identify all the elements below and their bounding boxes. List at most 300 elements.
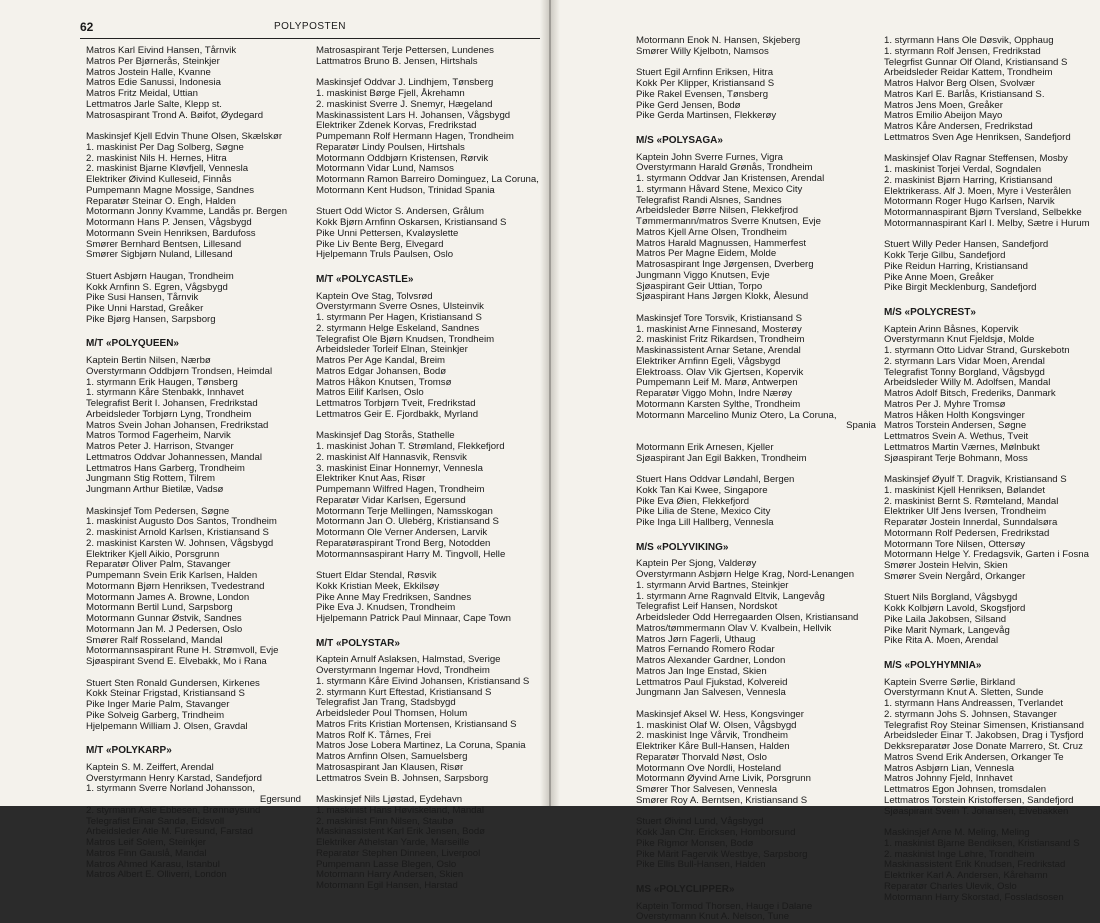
crew-entry: Matros Peter J. Harrison, Stvanger [86, 441, 234, 452]
crew-entry: Overstyrmann Knut A. Sletten, Sunde [884, 687, 1044, 699]
crew-entry-continuation: Egersund [259, 794, 301, 805]
crew-entry: Arbeidsleder Atle M. Furesund, Farstad [86, 826, 253, 838]
crew-entry: Maskinsjef Aksel W. Hess, Kongsvinger [636, 708, 804, 720]
crew-entry: Maskinassistent Erik Knudsen, Fredrikstad [884, 859, 1066, 871]
section-gap [316, 261, 541, 272]
crew-entry: 2. maskinist Sverre J. Snemyr, Hægeland [316, 98, 493, 110]
section-gap [86, 326, 301, 337]
crew-entry: Motormann Hans P. Jensen, Vågsbygd [86, 217, 252, 228]
crew-entry: Pumpemann Leif M. Marø, Antwerpen [636, 377, 798, 389]
crew-entry: Matros Torstein Andersen, Søgne [884, 420, 1027, 432]
crew-entry: Motormann Svein Henriksen, Bardufoss [86, 227, 256, 239]
crew-entry: Matros Emilio Abeijon Mayo [884, 110, 1003, 122]
crew-entry: Stuert Odd Wictor S. Andersen, Grålum [316, 206, 484, 218]
crew-entry: Matros Leif Solem, Steinkjer [86, 837, 206, 848]
crew-entry: Maskinsjef Kjell Edvin Thune Olsen, Skælskør [86, 131, 283, 142]
crew-entry: Elektriker Øivind Kulleseid, Finnås [86, 174, 232, 185]
crew-entry: Kaptein Per Sjong, Valderøy [636, 558, 757, 570]
crew-entry: 2. maskinist Bernt S. Rømteland, Mandal [884, 495, 1059, 507]
crew-entry: Pike Märit Fagervik Westbye, Sarpsborg [636, 848, 808, 860]
crew-entry: Matros Kåre Andersen, Fredrikstad [884, 121, 1033, 132]
crew-entry: Reparatøraspirant Trond Berg, Notodden [316, 537, 491, 549]
crew-entry: Kaptein S. M. Zeiffert, Arendal [86, 761, 214, 773]
crew-entry: Smører Thor Salvesen, Vennesla [636, 784, 778, 795]
crew-entry: Matros Håkon Knutsen, Tromsø [316, 376, 452, 388]
ship-heading: M/T «POLYSTAR» [316, 637, 400, 649]
crew-entry: Maskinassistent Arnar Setane, Arendal [636, 345, 801, 356]
crew-entry: Motormann Karsten Sylthe, Trondheim [636, 398, 801, 410]
crew-entry: Lettmatros Jarle Salte, Klepp st. [86, 98, 222, 110]
crew-entry: Matros Asbjørn Lian, Vennesla [884, 762, 1015, 774]
crew-entry: Motormann Ramon Barreiro Dominguez, La Coruna, [316, 174, 539, 185]
crew-entry: Pumpemann Magne Mossige, Sandnes [86, 184, 254, 196]
crew-entry: Kokk Steinar Frigstad, Kristiansand S [86, 688, 245, 700]
crew-entry: Motormann Kent Hudson, Trinidad Spania [316, 184, 495, 196]
crew-entry: Pike Anne May Fredriksen, Sandnes [316, 591, 472, 603]
crew-entry: Motormann Tore Nilsen, Ottersøy [884, 538, 1026, 550]
crew-entry: Sjøaspirant Hans Jørgen Klokk, Ålesund [636, 291, 809, 303]
crew-entry: Telegrfist Gunnar Olf Oland, Kristiansand S [884, 56, 1068, 68]
crew-entry: Matros Karl E. Barlås, Kristiansand S. [884, 88, 1045, 100]
crew-entry: Kokk Tan Kai Kwee, Singapore [636, 484, 768, 496]
crew-entry: 1. styrmann Hans Andreassen, Tverlandet [884, 698, 1064, 709]
section-gap [636, 871, 876, 882]
crew-entry: Pike Inger Marie Palm, Stavanger [86, 699, 230, 710]
crew-entry: 2. styrmann Asle Ebbesen, Brønnøysund [86, 804, 261, 816]
crew-entry: 1. maskinist Torjei Verdal, Sogndalen [884, 164, 1042, 175]
crew-entry: Overstyrmann Knut Fjeldsjø, Molde [884, 334, 1035, 346]
crew-entry: Maskinsjef Dag Storås, Stathelle [316, 430, 455, 442]
crew-entry: Matros Tormod Fagerheim, Narvik [86, 430, 231, 442]
crew-entry: Maskinsjef Olav Ragnar Steffensen, Mosby [884, 153, 1068, 165]
crew-entry: Motormann Ole Verner Andersen, Larvik [316, 527, 488, 538]
crew-entry: Sjøaspirant Svend E. Elvebakk, Mo i Rana [86, 656, 267, 667]
crew-entry: Sjøaspirant Terje Bohmann, Moss [884, 452, 1028, 464]
ship-heading: M/T «POLYKARP» [86, 745, 172, 756]
crew-entry: Pike Birgit Mecklenburg, Sandefjord [884, 282, 1037, 294]
crew-entry: 1. styrmann Oddvar Jan Kristensen, Arendal [636, 173, 825, 184]
crew-entry: Motormann Jan M. J Pedersen, Oslo [86, 623, 243, 635]
crew-entry: Motormann Harry Andersen, Skien [316, 869, 464, 881]
crew-entry: 1. maskinist Hans Høviskeland, Mandal [316, 804, 484, 816]
crew-entry: Lettmatros Martin Værnes, Mølnbukt [884, 441, 1040, 453]
crew-entry: Kaptein Tormod Thorsen, Hauge i Dalane [636, 900, 813, 912]
crew-entry: Telegrafist Jan Trang, Stadsbygd [316, 697, 456, 709]
crew-entry: Kaptein Arnulf Aslaksen, Halmstad, Sverige [316, 654, 501, 666]
crew-entry: Matrosaspirant Jan Klausen, Risør [316, 761, 464, 773]
crew-entry: Smører Sigbjørn Nuland, Lillesand [86, 249, 233, 261]
crew-entry: Matros Ahmed Karasu, Istanbul [86, 858, 220, 870]
crew-entry: Lettmatros Paul Fjukstad, Kolvereid [636, 676, 788, 688]
crew-entry: Pike Gerd Jensen, Bodø [636, 99, 741, 111]
crew-entry: Pike Anne Moen, Greåker [884, 271, 994, 283]
crew-entry: Arbeidsleder Einar T. Jakobsen, Drag i Tysfjord [884, 730, 1084, 742]
crew-entry: Matros Fritz Meidal, Uttian [86, 88, 198, 99]
crew-entry: Motormannaspirant Bjørn Tversland, Selbekke [884, 207, 1082, 218]
crew-entry: Motormann Terje Mellingen, Namsskogan [316, 505, 493, 517]
crew-entry: Matros Edie Sanussi, Indonesia [86, 77, 221, 89]
crew-entry: Matros Fernando Romero Rodar [636, 644, 775, 656]
crew-entry: 2. maskinist Finn Nilsen, Staubø [316, 815, 454, 827]
crew-entry: 2. styrmann Kurt Eftestad, Kristiansand S [316, 686, 492, 698]
crew-entry: Reparatør Viggo Mohn, Indre Nærøy [636, 388, 793, 399]
crew-entry: Jungmann Jan Salvesen, Vennesla [636, 687, 786, 699]
crew-entry: Pike Rigmor Monsen, Bodø [636, 837, 754, 849]
crew-entry: Motormann Enok N. Hansen, Skjeberg [636, 35, 801, 46]
crew-entry: Motormann Oddbjørn Kristensen, Rørvik [316, 152, 489, 164]
ship-heading: M/S «POLYSAGA» [636, 134, 723, 146]
crew-entry: Matros Edgar Johansen, Bodø [316, 365, 447, 377]
crew-entry: Kaptein Sverre Sørlie, Birkland [884, 676, 1016, 688]
crew-entry: Lettmatros Geir E. Fjordbakk, Myrland [316, 408, 479, 420]
crew-entry: 1. styrmann Rolf Jensen, Fredrikstad [884, 45, 1041, 57]
crew-entry: 2. maskinist Alf Hannasvik, Rensvik [316, 451, 467, 463]
crew-entry: 1. maskinist Børge Fjell, Åkrehamn [316, 88, 465, 99]
crew-entry: Pike Rakel Evensen, Tønsberg [636, 88, 769, 100]
right-page-column-2 [884, 36, 1100, 903]
crew-entry: Pike Ellis Bull-Hansen, Halden [636, 859, 766, 871]
crew-entry: Motormannaspirant Karl I. Melby, Sætre i Hurum [884, 217, 1090, 229]
crew-entry: Telegrafist Roy Steinar Simensen, Kristiansand [884, 719, 1084, 731]
crew-entry: Maskinsjef Tore Torsvik, Kristiansand S [636, 312, 803, 324]
running-title: POLYPOSTEN [273, 21, 347, 32]
crew-entry: Pike Gerda Martinsen, Flekkerøy [636, 110, 777, 122]
crew-entry: Hjelpemann Truls Paulsen, Oslo [316, 249, 454, 261]
crew-entry: Jungmann Viggo Knutsen, Evje [636, 269, 770, 281]
crew-entry: 2. styrmann Helge Eskeland, Sandnes [316, 322, 480, 334]
crew-entry: Reparatør Charles Ulevik, Oslo [884, 880, 1017, 892]
crew-entry: Matros Johnny Fjeld, Innhavet [884, 773, 1013, 785]
crew-entry: Lettmatros Oddvar Johannessen, Mandal [86, 451, 262, 463]
crew-entry: Stuert Nils Borgland, Vågsbygd [884, 592, 1018, 604]
crew-entry: Pumpemann Wilfred Hagen, Trondheim [316, 484, 485, 495]
crew-entry: 2. maskinist Inge Løhre, Trondheim [884, 848, 1035, 860]
crew-entry: Matrosaspirant Trond A. Bøifot, Øydegard [86, 109, 264, 121]
crew-entry: Kokk Jan Chr. Ericksen, Homborsund [636, 827, 796, 838]
crew-entry: Motormann Øyvind Arne Livik, Porsgrunn [636, 773, 811, 785]
crew-entry: 2. maskinist Inge Vårvik, Trondheim [636, 730, 788, 742]
crew-entry: Telegrafist Leif Hansen, Nordskot [636, 601, 778, 613]
crew-entry: 1. styrmann Kåre Stenbakk, Innhavet [86, 387, 244, 399]
page-number: 62 [80, 20, 94, 34]
crew-entry: Pike Reidun Harring, Kristiansand [884, 260, 1028, 272]
left-page-column-2 [316, 46, 541, 892]
crew-entry: Telegrafist Einar Sandø, Eidsvoll [86, 815, 225, 827]
crew-entry: Pumpemann Svein Erik Karlsen, Halden [86, 570, 258, 581]
crew-entry: Telegrafist Randi Alsnes, Sandnes [636, 194, 782, 206]
crew-entry: Hjelpemann Patrick Paul Minnaar, Cape Town [316, 613, 511, 624]
crew-entry: Motormannsaspirant Rune H. Strømvoll, Evje [86, 645, 279, 657]
crew-entry: Arbeidsleder Poul Thomsen, Holum [316, 708, 468, 719]
crew-entry: Pike Eva J. Knudsen, Trondheim [316, 602, 456, 614]
crew-entry: Reparatør Lindy Poulsen, Hirtshals [316, 141, 465, 153]
crew-entry: Maskinsjef Øyulf T. Dragvik, Kristiansand S [884, 474, 1067, 485]
ship-heading: M/T «POLYQUEEN» [86, 338, 179, 350]
crew-entry: Elektroass. Olav Vik Gjertsen, Kopervik [636, 366, 804, 378]
crew-entry: Elektriker Kjell Aikio, Porsgrunn [86, 548, 220, 560]
crew-entry: Motormann Helge Y. Fredagsvik, Garten i Fosna [884, 549, 1089, 561]
crew-entry: 1. styrmann Hans Ole Døsvik, Opphaug [884, 35, 1054, 46]
crew-entry: Maskinassistent Karl Erik Jensen, Bodø [316, 826, 486, 838]
crew-entry: Matros Frits Kristian Mortensen, Kristiansand S [316, 718, 517, 730]
crew-entry: Pike Unni Harstad, Greåker [86, 303, 204, 314]
crew-entry: Matros Halvor Berg Olsen, Svolvær [884, 78, 1035, 89]
crew-entry: 2. maskinist Fritz Rikardsen, Trondheim [636, 334, 805, 346]
crew-entry: Arbeidsleder Willy M. Adolfsen, Mandal [884, 377, 1051, 389]
crew-entry: Pike Susi Hansen, Tårnvik [86, 292, 199, 304]
crew-entry: Kaptein Arinn Båsnes, Kopervik [884, 323, 1019, 335]
crew-entry: 2. styrmann Johs S. Johnsen, Stavanger [884, 708, 1057, 720]
crew-entry: Overstyrmann Knut A. Nelson, Tune [636, 911, 790, 923]
crew-entry: Matros Harald Magnussen, Hammerfest [636, 237, 807, 249]
crew-entry: Arbeidsleder Torbjørn Lyng, Trondheim [86, 408, 252, 420]
crew-entry: Smører Bernhard Bentsen, Lillesand [86, 238, 242, 250]
crew-entry: 1. styrmann Erik Haugen, Tønsberg [86, 376, 238, 388]
crew-entry: 2. styrmann Lars Vidar Moen, Arendal [884, 355, 1045, 367]
crew-entry: Maskinsjef Tom Pedersen, Søgne [86, 505, 230, 517]
crew-entry: Matros Jan Inge Enstad, Skien [636, 665, 767, 677]
crew-entry: Elektriker Zdenek Korvas, Fredrikstad [316, 120, 477, 132]
crew-entry: Matros Per Magne Eidem, Molde [636, 248, 777, 260]
section-gap [86, 668, 301, 679]
crew-entry: Matros Svend Erik Andersen, Orkanger Te [884, 751, 1064, 763]
crew-entry: Matros Svein Johan Johansen, Fredrikstad [86, 419, 269, 431]
crew-entry: Motormann James A. Browne, London [86, 591, 250, 603]
crew-entry: Sjøaspirant Jan Egil Bakken, Trondheim [636, 452, 807, 464]
ship-heading: M/S «POLYVIKING» [636, 541, 729, 553]
book-gutter [540, 0, 560, 806]
crew-entry: 1. maskinist Augusto Dos Santos, Trondheim [86, 516, 277, 528]
crew-entry: Kaptein Ove Stag, Tolvsrød [316, 290, 433, 302]
page-header [80, 20, 540, 39]
crew-entry: Overstyrmann Oddbjørn Trondsen, Heimdal [86, 365, 273, 377]
crew-entry: 1. maskinist Kjell Henriksen, Bølandet [884, 484, 1046, 496]
crew-entry: Pike Unni Pettersen, Kvaløyslette [316, 227, 459, 239]
crew-entry: Stuert Eldar Stendal, Røsvik [316, 570, 437, 581]
crew-entry: Telegrafist Berit I. Johansen, Fredrikstad [86, 398, 258, 409]
crew-entry: Maskinassistent Lars H. Johansen, Vågsbygd [316, 109, 511, 121]
crew-entry: Pike Liv Bente Berg, Elvegard [316, 238, 444, 250]
crew-entry: Arbeidsleder Torleif Elnan, Steinkjer [316, 344, 468, 356]
crew-entry: Elektriker Athelstan Yarde, Marseille [316, 837, 470, 848]
crew-entry: Overstyrmann Asbjørn Helge Krag, Nord-Lenangen [636, 569, 855, 580]
crew-entry: Sjøaspirant Svein T. Johansen, Elvebakken [884, 805, 1069, 817]
crew-entry: 1. styrmann Kåre Eivind Johansen, Kristiansand S [316, 675, 530, 687]
crew-entry: Elektriker Arnfinn Egeli, Vågsbygd [636, 355, 781, 367]
crew-entry: Stuert Hans Oddvar Løndahl, Bergen [636, 474, 795, 485]
crew-entry: Matros Per J. Myhre Tromsø [884, 398, 1006, 410]
crew-entry: 2. maskinist Arnold Karlsen, Kristiansand S [86, 527, 269, 538]
crew-entry: Lettmatros Hans Garberg, Trondheim [86, 462, 245, 474]
crew-entry: Smører Roy A. Berntsen, Kristiansand S [636, 794, 808, 806]
crew-entry: Kokk Terje Gilbu, Sandefjord [884, 250, 1006, 261]
crew-entry: Motormann Rolf Pedersen, Fredrikstad [884, 527, 1050, 539]
crew-entry: Matros Jose Lobera Martinez, La Coruna, Spania [316, 740, 526, 752]
crew-entry: Lattmatros Bruno B. Jensen, Hirtshals [316, 55, 478, 67]
crew-entry: Stuert Øivind Lund, Vågsbygd [636, 816, 764, 828]
crew-entry: 1. maskinist Bjarne Bendiksen, Kristiansand S [884, 837, 1080, 849]
section-gap [884, 647, 1100, 658]
section-gap [316, 625, 541, 636]
crew-entry: Smører Jostein Helvin, Skien [884, 560, 1008, 571]
crew-entry: Matros Kjell Arne Olsen, Trondheim [636, 226, 787, 238]
crew-entry: Matros Finn Gauslå, Mandal [86, 847, 207, 859]
crew-entry: 1. styrmann Otto Lidvar Strand, Gurskebotn [884, 345, 1070, 356]
ship-heading: MS «POLYCLIPPER» [636, 883, 735, 895]
crew-entry: Elektriker Kåre Bull-Hansen, Halden [636, 741, 790, 752]
crew-entry: Telegrafist Tonny Borgland, Vågsbygd [884, 366, 1045, 378]
crew-entry: Stuert Egil Arnfinn Eriksen, Hitra [636, 67, 774, 79]
section-gap [86, 732, 301, 743]
crew-entry: Matros/tømmermann Olav V. Kvalbein, Hellvik [636, 622, 832, 634]
crew-entry: Overstyrmann Henry Karstad, Sandefjord [86, 772, 262, 784]
crew-entry: Reparatør Jostein Innerdal, Sunndalsøra [884, 517, 1058, 528]
crew-entry: 1. styrmann Sverre Norland Johansson, [86, 783, 256, 795]
crew-entry: Hjelpemann William J. Olsen, Gravdal [86, 720, 248, 732]
crew-entry: Elektrikerass. Alf J. Moen, Myre i Vesterålen [884, 185, 1072, 197]
crew-entry: 2. maskinist Nils H. Hernes, Hitra [86, 152, 227, 164]
crew-entry: Motormann Gunnar Østvik, Sandnes [86, 613, 242, 624]
crew-entry: Maskinsjef Arne M. Meling, Meling [884, 827, 1030, 838]
crew-entry: Reparatør Vidar Karlsen, Egersund [316, 494, 466, 506]
crew-entry: 2. maskinist Bjarne Kløvfjell, Vennesla [86, 163, 249, 175]
crew-entry: Matros Alexander Gardner, London [636, 655, 786, 666]
crew-entry: Jungmann Stig Rottem, Tilrem [86, 473, 216, 485]
crew-entry: Lettmatros Torbjørn Tveit, Fredrikstad [316, 398, 476, 409]
right-page-column-1 [636, 36, 876, 923]
crew-entry: Arbeidsleder Børre Nilsen, Flekkefjrod [636, 205, 799, 217]
crew-entry: Maskinsjef Oddvar J. Lindhjem, Tønsberg [316, 77, 494, 89]
crew-entry: Matros Karl Eivind Hansen, Tårnvik [86, 45, 237, 56]
crew-entry: Matros Håken Holth Kongsvinger [884, 409, 1025, 421]
left-page-column-1 [86, 46, 301, 881]
crew-entry: Motormann Roger Hugo Karlsen, Narvik [884, 196, 1055, 208]
crew-entry: Motormann Marcelino Muniz Otero, La Coruna, [636, 409, 837, 421]
ship-heading: M/S «POLYHYMNIA» [884, 659, 982, 671]
crew-entry: Matros Albert E. Olliverri, London [86, 869, 227, 881]
crew-entry: 3. maskinist Einar Honnemyr, Vennesla [316, 462, 483, 474]
crew-entry: Matros Jørn Fagerli, Uthaug [636, 633, 756, 645]
crew-entry: Motormann Ove Nordli, Hosteland [636, 762, 782, 774]
crew-entry: Matros Per Age Kandal, Breim [316, 355, 446, 366]
crew-entry: Lettmatros Svein A. Wethus, Tveit [884, 431, 1029, 442]
crew-entry: Maskinsjef Nils Ljøstad, Eydehavn [316, 794, 463, 805]
crew-entry-continuation: Spania [846, 420, 876, 432]
crew-entry: Pike Marit Nymark, Langevåg [884, 624, 1010, 636]
section-gap [86, 496, 301, 507]
crew-entry: 1. maskinist Arne Finnesand, Mosterøy [636, 323, 802, 335]
crew-entry: Kokk Arnfinn S. Egren, Vågsbygd [86, 281, 228, 293]
crew-entry: Motormann Bertil Lund, Sarpsborg [86, 602, 233, 614]
crew-entry: Pumpemann Rolf Hermann Hagen, Trondheim [316, 131, 514, 142]
right-page [552, 0, 1100, 923]
crew-entry: Matros Adolf Bitsch, Frederiks, Danmark [884, 388, 1056, 399]
crew-entry: Pumpemann Lasse Blegen, Oslo [316, 858, 457, 870]
crew-entry: 1. maskinist Johan T. Strømland, Flekkefjord [316, 441, 505, 452]
crew-entry: Jungmann Arthur Bietilæ, Vadsø [86, 484, 224, 495]
crew-entry: Smører Ralf Rosseland, Mandal [86, 634, 223, 646]
crew-entry: Overstyrmann Sverre Osnes, Ulsteinvik [316, 301, 484, 313]
left-page [0, 0, 548, 891]
crew-entry: Lettmatros Sven Age Henriksen, Sandefjord [884, 131, 1071, 143]
crew-entry: 2. maskinist Bjørn Harring, Kristiansand [884, 174, 1053, 186]
crew-entry: Motormann Erik Arnesen, Kjeller [636, 441, 774, 453]
crew-entry: Matros Per Bjørnerås, Steinkjer [86, 55, 220, 67]
crew-entry: Sjøaspirant Geir Uttian, Torpo [636, 280, 763, 292]
crew-entry: Reparatør Steinar O. Engh, Halden [86, 195, 236, 207]
crew-entry: Smører Svein Nergård, Orkanger [884, 570, 1026, 582]
crew-entry: Matros Eilif Karlsen, Oslo [316, 387, 424, 399]
crew-entry: Motormann Harry Skorstad, Fossladsosen [884, 891, 1064, 903]
crew-entry: 1. styrmann Arne Ragnvald Eltvik, Langevåg [636, 590, 825, 602]
crew-entry: Pike Eva Øien, Flekkefjord [636, 495, 750, 507]
crew-entry: Matros Arnfinn Olsen, Samuelsberg [316, 751, 468, 762]
crew-entry: Motormann Egil Hansen, Harstad [316, 880, 458, 891]
crew-entry: Overstyrmann Harald Grønås, Trondheim [636, 162, 813, 174]
crew-entry: Motormann Vidar Lund, Namsos [316, 163, 454, 175]
crew-entry: 1. styrmann Håvard Stene, Mexico City [636, 183, 803, 195]
crew-entry: 2. maskinist Karsten W. Johnsen, Vågsbygd [86, 537, 274, 549]
crew-entry: Overstyrmann Ingemar Hovd, Trondheim [316, 665, 490, 676]
crew-entry: Reparatør Thorvald Nøst, Oslo [636, 751, 767, 763]
crew-entry: 1. styrmann Per Hagen, Kristiansand S [316, 312, 482, 323]
crew-entry: 1. maskinist Per Dag Solberg, Søgne [86, 141, 244, 153]
crew-entry: Motormann Bjørn Henriksen, Tvedestrand [86, 580, 265, 592]
crew-entry: Lettmatros Svein B. Johnsen, Sarpsborg [316, 772, 489, 784]
ship-heading: M/T «POLYCASTLE» [316, 273, 414, 285]
crew-entry: Kokk Kristian Meek, Ekkilsøy [316, 580, 440, 592]
crew-entry: Smører Willy Kjelbotn, Namsos [636, 45, 769, 57]
crew-entry: Motormannsaspirant Harry M. Tingvoll, Helle [316, 548, 506, 560]
section-gap [884, 294, 1100, 305]
crew-entry: Arbeidsleder Odd Herregaarden Olsen, Kristiansand [636, 612, 859, 623]
crew-entry: Kokk Kolbjørn Lavold, Skogsfjord [884, 603, 1026, 614]
crew-entry: Reparatør Oliver Palm, Stavanger [86, 559, 231, 571]
crew-entry: Elektriker Ulf Jens Iversen, Trondheim [884, 506, 1047, 518]
crew-entry: Matrosaspirant Terje Pettersen, Lundenes [316, 45, 494, 56]
crew-entry: Motormann Jonny Kvamme, Landås pr. Bergen [86, 206, 288, 218]
crew-entry: Pike Inga Lill Hallberg, Vennesla [636, 517, 774, 528]
crew-entry: Arbeidsleder Reidar Kattem, Trondheim [884, 67, 1053, 79]
crew-entry: 1. maskinist Olaf W. Olsen, Vågsbygd [636, 719, 797, 731]
crew-entry: Matros Rolf K. Tårnes, Frei [316, 729, 431, 741]
crew-entry: Kokk Bjørn Arnfinn Oskarsen, Kristiansand S [316, 217, 507, 228]
crew-entry: Elektriker Knut Aas, Risør [316, 473, 426, 485]
crew-entry: Matrosaspirant Inge Jørgensen, Dverberg [636, 259, 814, 270]
crew-entry: Kaptein John Sverre Furnes, Vigra [636, 151, 784, 163]
crew-entry: 1. styrmann Arvid Bartnes, Steinkjer [636, 579, 789, 591]
section-gap [636, 122, 876, 133]
crew-entry: Matros Jostein Halle, Kvanne [86, 66, 211, 78]
crew-entry: Dekksreparatør Jose Donate Marrero, St. Cruz [884, 741, 1083, 752]
crew-entry: Stuert Asbjørn Haugan, Trondheim [86, 270, 234, 282]
crew-entry: Telegrafist Ole Bjørn Knudsen, Trondheim [316, 333, 495, 345]
ship-heading: M/S «POLYCREST» [884, 306, 976, 318]
crew-entry: Reparatør Stephen Dinneen, Liverpool [316, 847, 481, 859]
crew-entry: Pike Rita A. Moen, Arendal [884, 635, 999, 647]
crew-entry: Pike Lilia de Stene, Mexico City [636, 506, 771, 518]
crew-entry: Lettmatros Torstein Kristoffersen, Sandefjord [884, 794, 1074, 806]
crew-entry: Pike Laila Jakobsen, Silsand [884, 613, 1007, 625]
crew-entry: Tømmermann/matros Sverre Knutsen, Evje [636, 216, 822, 227]
crew-entry: Pike Bjørg Hansen, Sarpsborg [86, 313, 216, 325]
crew-entry: Matros Jens Moen, Greåker [884, 99, 1003, 111]
crew-entry: Elektriker Karl A. Andersen, Kårehamn [884, 870, 1048, 881]
section-gap [636, 529, 876, 540]
crew-entry: Stuert Sten Ronald Gundersen, Kirkenes [86, 677, 260, 689]
crew-entry: Kaptein Bertin Nilsen, Nærbø [86, 355, 211, 366]
crew-entry: Pike Solveig Garberg, Trindheim [86, 709, 225, 721]
